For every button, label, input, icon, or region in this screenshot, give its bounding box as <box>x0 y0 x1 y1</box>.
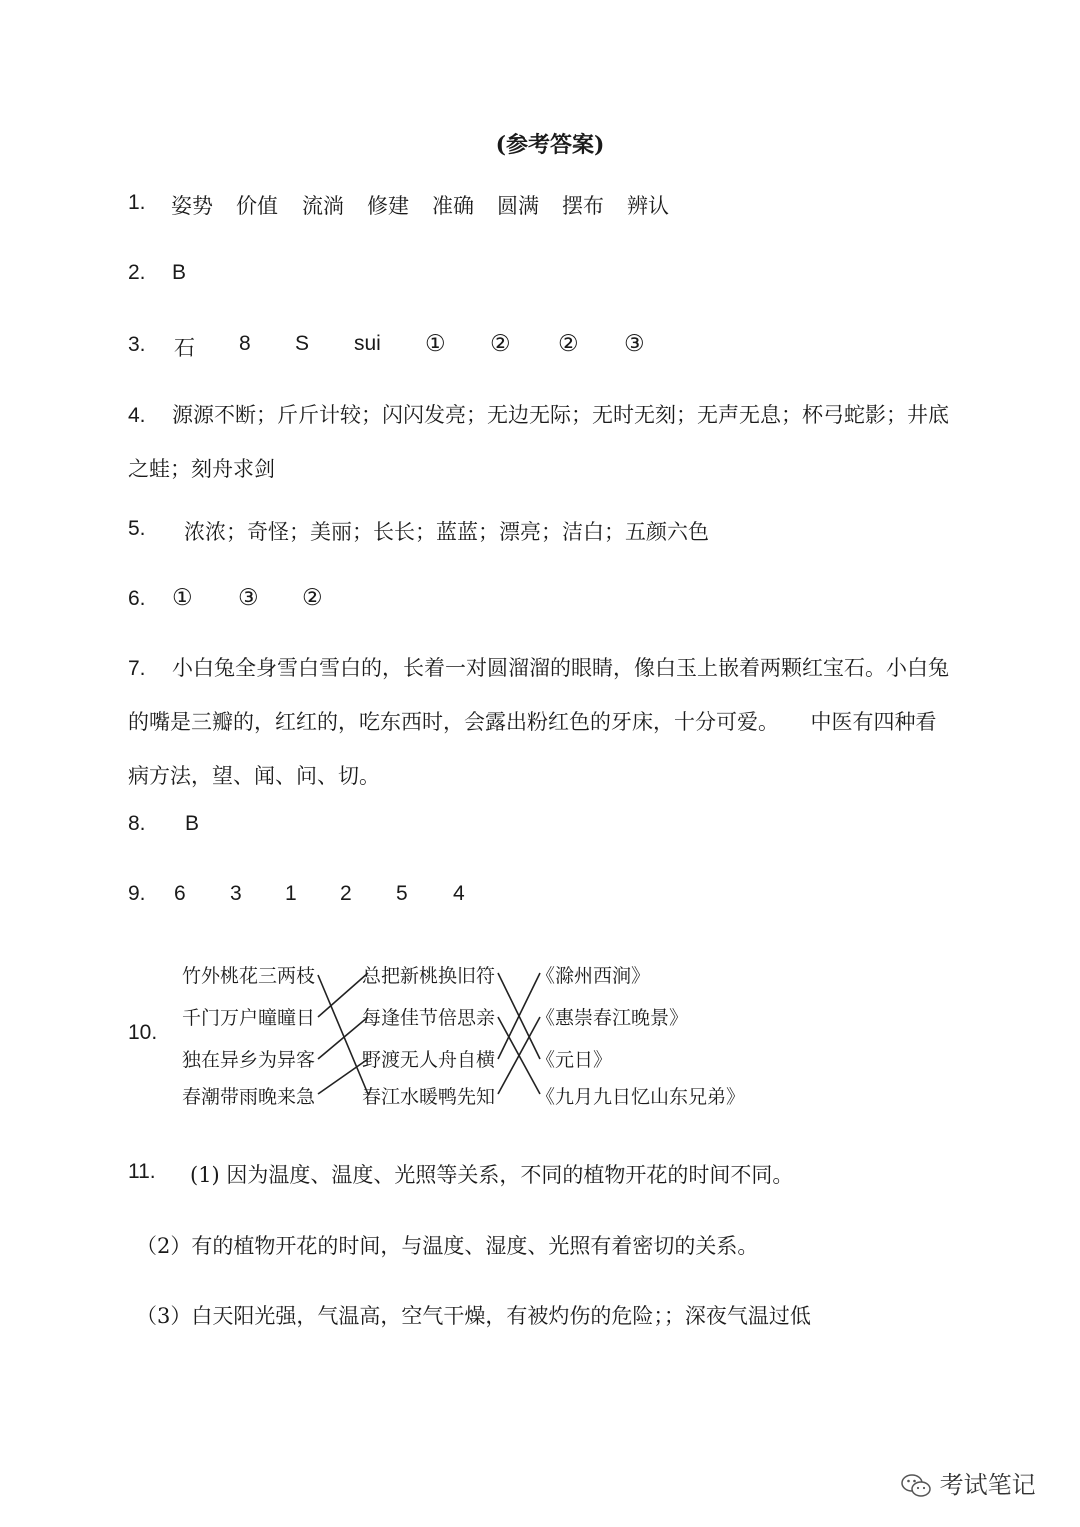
q3-item: ② <box>490 331 511 357</box>
watermark <box>900 1465 1036 1500</box>
q6-item: ① <box>172 585 193 611</box>
q10-col2-item: 春江水暖鸭先知 <box>362 1086 496 1108</box>
q3-item: 8 <box>239 332 251 355</box>
watermark-text: 考试笔记 <box>939 1471 1036 1499</box>
q6-item: ③ <box>238 585 259 611</box>
q8-answer: B <box>185 812 200 835</box>
q1-word: 流淌 <box>302 194 344 218</box>
q1-word: 修建 <box>367 194 409 218</box>
q7-answer: 小白兔全身雪白雪白的，长着一对圆溜溜的眼睛，像白玉上嵌着两颗红宝石。小白兔的嘴是三瓣的，红红的，吃东西时，会露出粉红色的牙床，十分可爱。 中医有四种看病方法，望、闻、问、切。 <box>128 656 949 788</box>
q10-number: 10. <box>128 1021 158 1044</box>
q10-col3-item: 《元日》 <box>536 1049 613 1071</box>
q10-link-line <box>318 1017 368 1059</box>
q10-col3-item: 《滁州西涧》 <box>536 965 651 987</box>
q3-item: ② <box>558 331 579 357</box>
q6-number: 6. <box>128 587 146 610</box>
q1-word: 圆满 <box>497 194 539 218</box>
q9-item: 3 <box>230 882 242 905</box>
q1-word: 辨认 <box>627 194 669 218</box>
q4-answer: 源源不断；斤斤计较；闪闪发亮；无边无际；无时无刻；无声无息；杯弓蛇影；井底之蛙；刻舟求剑 <box>128 403 949 481</box>
q9-item: 6 <box>174 882 186 905</box>
q2-answer: B <box>172 261 187 284</box>
q11-part: （2）有的植物开花的时间，与温度、湿度、光照有着密切的关系。 <box>136 1234 759 1258</box>
q3-item: ③ <box>624 331 645 357</box>
wechat-icon <box>900 1472 932 1500</box>
q10-col1-item: 千门万户曈曈日 <box>182 1007 316 1029</box>
q10-col3-item: 《九月九日忆山东兄弟》 <box>536 1086 746 1108</box>
q6-item: ② <box>302 585 323 611</box>
q10-col1-item: 春潮带雨晚来急 <box>182 1086 316 1108</box>
q9-item: 4 <box>453 882 465 905</box>
q11-number: 11. <box>128 1160 156 1183</box>
q10-col2-item: 每逢佳节倍思亲 <box>362 1007 496 1029</box>
q10-link-line <box>318 973 368 1017</box>
q5-number: 5. <box>128 517 146 540</box>
q9-number: 9. <box>128 882 146 905</box>
q1-word: 价值 <box>236 194 278 218</box>
q11-part: (1) 因为温度、温度、光照等关系，不同的植物开花的时间不同。 <box>190 1163 794 1187</box>
page-title: (参考答案) <box>495 132 605 158</box>
q3-item: S <box>295 332 310 355</box>
q5-answer: 浓浓；奇怪；美丽；长长；蓝蓝；漂亮；洁白；五颜六色 <box>184 520 709 544</box>
q7-number: 7. <box>128 657 146 680</box>
q8-number: 8. <box>128 812 146 835</box>
q1-word: 姿势 <box>171 194 213 218</box>
q3-item: sui <box>354 332 381 355</box>
q1-number: 1. <box>128 191 146 214</box>
q9-item: 5 <box>396 882 408 905</box>
q1-word: 摆布 <box>562 194 604 218</box>
q1-word: 准确 <box>432 194 474 218</box>
q10-col2-item: 野渡无人舟自横 <box>362 1049 496 1071</box>
q9-item: 2 <box>340 882 352 905</box>
q3-number: 3. <box>128 333 146 356</box>
q10-col1-item: 竹外桃花三两枝 <box>182 965 316 987</box>
q10-col1-item: 独在异乡为异客 <box>182 1049 316 1071</box>
q4-number: 4. <box>128 404 146 427</box>
q10-col2-item: 总把新桃换旧符 <box>362 965 496 987</box>
q3-item: 石 <box>174 336 195 360</box>
q11-part: （3）白天阳光强，气温高，空气干燥，有被灼伤的危险；；深夜气温过低 <box>136 1304 811 1328</box>
q9-item: 1 <box>285 882 297 905</box>
q2-number: 2. <box>128 261 146 284</box>
q3-item: ① <box>425 331 446 357</box>
q10-col3-item: 《惠崇春江晚景》 <box>536 1007 689 1029</box>
